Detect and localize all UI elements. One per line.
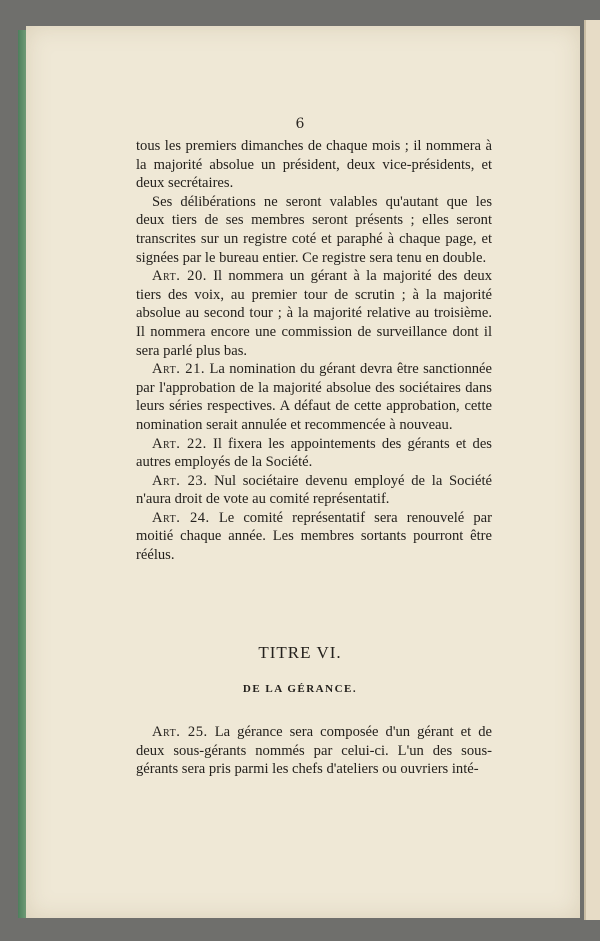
article-22 [136, 435, 492, 472]
article-label: Art. 24. [152, 509, 210, 526]
paragraph-text: tous les premiers dimanches de chaque mois ; il nommera à la majorité absolue un président, deux vice-présidents, et deux secrétaires. [136, 138, 492, 192]
section-subtitle: DE LA GÉRANCE. [242, 683, 358, 695]
paragraph-deliberations [136, 193, 492, 267]
paragraph-text: Nul sociétaire devenu employé de la Société n'aura droit de vote au comité représentatif. [136, 472, 492, 508]
body-text-bottom [136, 723, 492, 779]
article-21 [136, 360, 492, 434]
body-text-top [136, 137, 492, 565]
paragraph-continued [136, 137, 492, 193]
article-label: Art. 20. [152, 268, 207, 285]
paragraph-text: Le comité représentatif sera renouvelé par moitié chaque année. Les membres sortants pourront être réélus. [136, 509, 493, 564]
article-label: Art. 21. [152, 361, 206, 378]
section-title: TITRE VI. [258, 643, 342, 662]
facing-page-edge [584, 20, 600, 920]
paragraph-text: Il nommera un gérant à la majorité des deux tiers des voix, au premier tour de scrutin ; à la majorité absolue au second tour ; à la majorité relative au troisième. Il nommera encore une commission de surveillance dont il sera parlé plus bas. [136, 268, 492, 359]
article-24 [136, 509, 492, 565]
article-20 [136, 267, 492, 360]
article-25 [136, 723, 492, 779]
article-label: Art. 23. [152, 472, 208, 489]
book-spine [18, 30, 26, 918]
article-label: Art. 25. [152, 724, 208, 740]
page-number: 6 [295, 116, 305, 132]
paragraph-text: Ses délibérations ne seront valables qu'autant que les deux tiers de ses membres seront présents ; elles seront transcrites sur un registre coté et paraphé à chaque page, et signées par le bureau entier. Ce registre sera tenu en double. [136, 193, 492, 266]
paragraph-text: La gérance sera composée d'un gérant et de deux sous-gérants nommés par celui-ci. L'un des sous-gérants sera pris parmi les chefs d'ateliers ou ouvriers inté- [136, 724, 492, 778]
article-label: Art. 22. [152, 435, 207, 452]
paragraph-text: Il fixera les appointements des gérants et des autres employés de la Société. [136, 435, 492, 471]
article-23 [136, 472, 492, 509]
paragraph-text: La nomination du gérant devra être sanctionnée par l'approbation de la majorité absolue des sociétaires dans leurs séries respectives. A défaut de cette approbation, cette nomination serait annulée et recommencée à nouveau. [136, 361, 493, 433]
